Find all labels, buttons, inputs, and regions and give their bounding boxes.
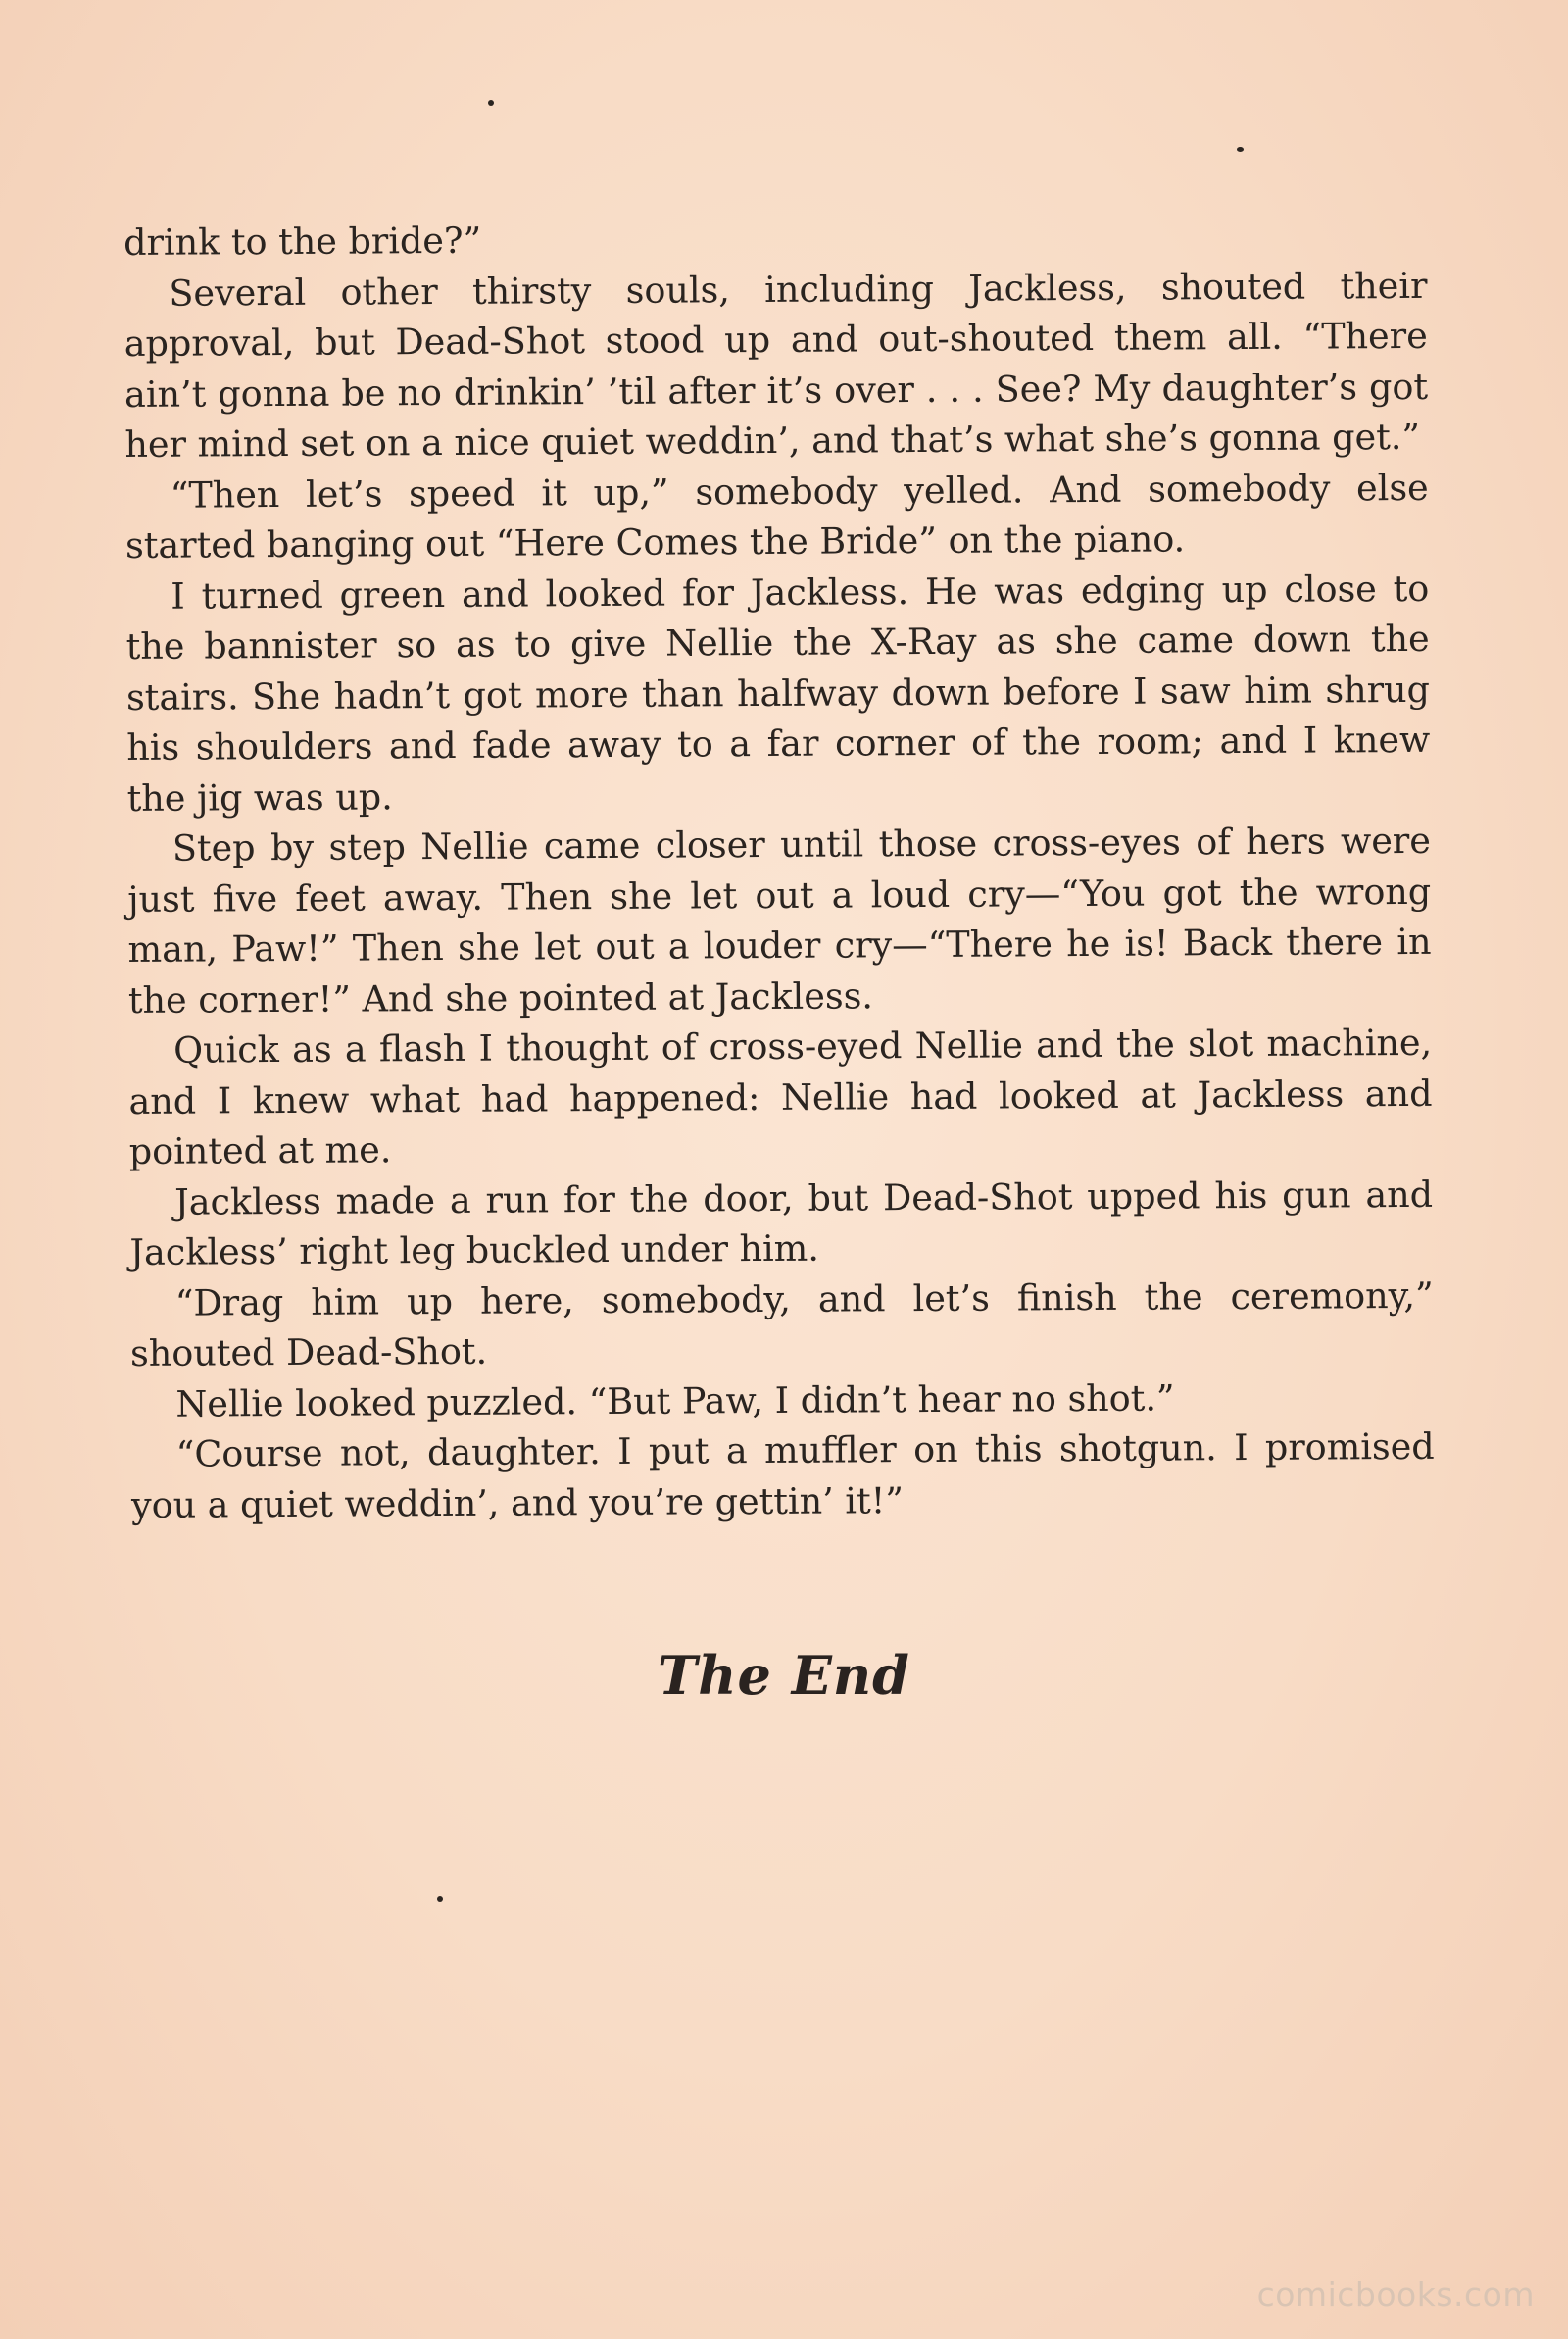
story-paragraph: “Course not, daughter. I put a muffler on this shotgun. I promised you a quiet weddin’, and you’re gettin’ it!” xyxy=(130,1424,1435,1526)
story-paragraph: Step by step Nellie came closer until those cross-eyes of hers were just five feet away. Then she let out a loud cry—“You got the wrong man, Paw!” Then she let out a louder cry—“There he is! Back there in the corner!” And she pointed at Jackless. xyxy=(127,819,1432,1021)
story-text xyxy=(123,210,1435,1530)
ink-speck xyxy=(488,100,494,106)
the-end-heading: The End xyxy=(658,1644,910,1707)
story-paragraph: Quick as a flash I thought of cross-eyed Nellie and the slot machine, and I knew what had happened: Nellie had looked at Jackless and pointed at me. xyxy=(128,1020,1433,1172)
story-paragraph: Nellie looked puzzled. “But Paw, I didn’t hear no shot.” xyxy=(175,1375,1175,1425)
ink-speck xyxy=(1237,147,1244,152)
site-watermark: comicbooks.com xyxy=(1256,2275,1535,2314)
story-paragraph: “Then let’s speed it up,” somebody yelled. And somebody else started banging out “Here Comes the Bride” on the piano. xyxy=(124,466,1429,567)
story-paragraph: I turned green and looked for Jackless. He was edging up close to the bannister so as to give Nellie the X-Ray as she came down the stairs. She hadn’t got more than halfway down before I saw him shrug his shoulders and fade away to a far corner of the room; and I knew the jig was up. xyxy=(125,567,1431,820)
story-paragraph: Several other thirsty souls, including Jackless, shouted their approval, but Dead-Shot stood up and out-shouted them all. “There ain’t gonna be no drinkin’ ’til after it’s over . . . See? My daughter’s got her mind set on a nice quiet weddin’, and that’s what she’s gonna get.” xyxy=(123,264,1429,466)
story-paragraph: drink to the bride?” xyxy=(123,219,482,264)
story-paragraph: “Drag him up here, somebody, and let’s finish the ceremony,” shouted Dead-Shot. xyxy=(129,1273,1434,1374)
story-paragraph: Jackless made a run for the door, but Dead-Shot upped his gun and Jackless’ right leg buckled under him. xyxy=(129,1172,1434,1273)
ink-speck xyxy=(437,1896,443,1902)
